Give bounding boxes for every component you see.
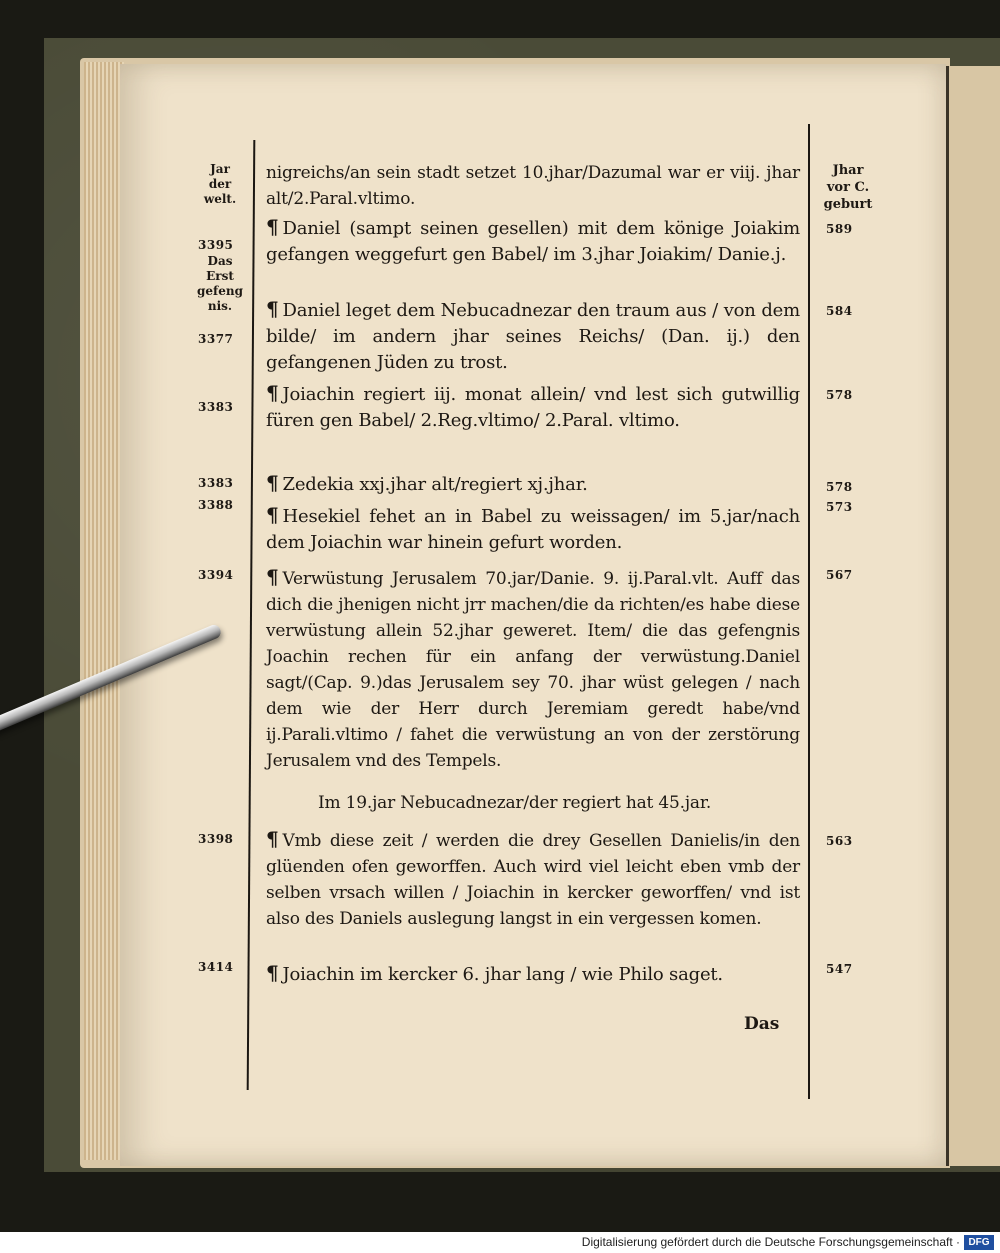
pilcrow-icon: ¶ bbox=[266, 297, 279, 321]
paragraph-text: Vmb diese zeit / werden die drey Gesellen Danielis/in den glüenden ofen geworffen. Auch wird viel leicht eben vmb der selben vrsach willen / Joiachin in kercker geworffen/ vnd ist also des Daniels auslegung langst in ein vergessen komen. bbox=[266, 831, 800, 929]
left-margin-year: 3383 bbox=[198, 400, 234, 414]
paragraph bbox=[266, 502, 800, 556]
paragraph bbox=[266, 296, 800, 376]
paragraph bbox=[266, 790, 800, 816]
left-margin-note-line: nis. bbox=[207, 299, 233, 313]
pilcrow-icon: ¶ bbox=[266, 565, 279, 589]
left-margin-year: 3398 bbox=[198, 832, 234, 846]
paragraph-text: Joiachin im kercker 6. jhar lang / wie Philo saget. bbox=[282, 964, 723, 985]
paragraph-text: Verwüstung Jerusalem 70.jar/Danie. 9. ij.Paral.vlt. Auff das dich die jhenigen nicht jrr machen/die da richten/es habe diese verwüstung allein 52.jhar geweret. Item/ die das gefengnis Joachin rechen für ein anfang der verwüstung.Daniel sagt/(Cap. 9.)das Jerusalem sey 70. jhar wüst gelegen / nach dem wie der Herr durch Jeremiam geredt habe/vnd ij.Parali.vltimo / fahet die verwüstung an von der zerstörung Jerusalem vnd des Tempels. bbox=[266, 569, 800, 771]
dfg-logo: DFG bbox=[964, 1235, 994, 1250]
left-margin-note bbox=[192, 254, 248, 314]
right-column-rule bbox=[808, 124, 810, 1099]
footer-credit: Digitalisierung gefördert durch die Deutsche Forschungsgemeinschaft · bbox=[581, 1235, 960, 1249]
paragraph bbox=[266, 380, 800, 434]
paragraph-text: nigreichs/an sein stadt setzet 10.jhar/Dazumal war er viij. jhar alt/2.Paral.vltimo. bbox=[266, 163, 800, 209]
left-margin-year: 3388 bbox=[198, 498, 234, 512]
left-margin-header-line: welt. bbox=[203, 192, 237, 206]
paragraph-text: Im 19.jar Nebucadnezar/der regiert hat 45.jar. bbox=[318, 793, 712, 813]
paragraph bbox=[266, 214, 800, 268]
footer-bar bbox=[0, 1232, 1000, 1253]
pilcrow-icon: ¶ bbox=[266, 471, 279, 495]
right-margin-column bbox=[818, 162, 878, 976]
left-margin-note-line: Erst bbox=[206, 269, 234, 283]
left-margin-header-line: Jar bbox=[210, 162, 230, 176]
pilcrow-icon: ¶ bbox=[266, 381, 279, 405]
left-margin-header-line: der bbox=[208, 177, 232, 191]
left-margin-column bbox=[192, 162, 248, 974]
left-margin-year: 3377 bbox=[198, 332, 234, 346]
pilcrow-icon: ¶ bbox=[266, 827, 279, 851]
right-margin-header-line: Jhar bbox=[832, 163, 864, 178]
pilcrow-icon: ¶ bbox=[266, 215, 279, 239]
left-margin-note-line: gefeng bbox=[197, 284, 243, 298]
paragraph bbox=[266, 470, 800, 498]
right-margin-year: 578 bbox=[826, 388, 853, 402]
facing-page-edge bbox=[946, 66, 1000, 1166]
paragraph-text: Zedekia xxj.jhar alt/regiert xj.jhar. bbox=[282, 474, 588, 495]
left-margin-year: 3395 bbox=[198, 238, 234, 252]
left-margin-note-line: Das bbox=[207, 254, 233, 268]
pilcrow-icon: ¶ bbox=[266, 503, 279, 527]
paragraph-text: Daniel leget dem Nebucadnezar den traum aus / von dem bilde/ im andern jhar seines Reichs/ (Dan. ij.) den gefangenen Jüden zu trost. bbox=[266, 300, 800, 373]
left-margin-year: 3394 bbox=[198, 568, 234, 582]
right-margin-year: 567 bbox=[826, 568, 853, 582]
paragraph-text: Daniel (sampt seinen gesellen) mit dem könige Joiakim gefangen weggefurt gen Babel/ im 3.jhar Joiakim/ Danie.j. bbox=[266, 218, 800, 265]
right-margin-year: 563 bbox=[826, 834, 853, 848]
paragraph bbox=[266, 160, 800, 212]
right-margin-year: 547 bbox=[826, 962, 853, 976]
paragraph bbox=[266, 826, 800, 932]
right-margin-header bbox=[818, 162, 878, 213]
paragraph bbox=[266, 960, 800, 988]
left-margin-year: 3383 bbox=[198, 476, 234, 490]
left-margin-year: 3414 bbox=[198, 960, 234, 974]
paragraph-text: Hesekiel fehet an in Babel zu weissagen/ im 5.jar/nach dem Joiachin war hinein gefurt worden. bbox=[266, 506, 800, 553]
catchword: Das bbox=[744, 1014, 780, 1034]
right-margin-year: 573 bbox=[826, 500, 853, 514]
right-margin-year: 589 bbox=[826, 222, 853, 236]
paragraph-text: Joiachin regiert iij. monat allein/ vnd lest sich gutwillig füren gen Babel/ 2.Reg.vltimo/ 2.Paral. vltimo. bbox=[266, 384, 800, 431]
paragraph bbox=[266, 564, 800, 774]
right-margin-year: 584 bbox=[826, 304, 853, 318]
right-margin-header-line: geburt bbox=[823, 197, 873, 212]
page-edges bbox=[84, 62, 124, 1160]
left-margin-header bbox=[192, 162, 248, 207]
right-margin-year: 578 bbox=[826, 480, 853, 494]
right-margin-header-line: vor C. bbox=[826, 180, 870, 195]
pilcrow-icon: ¶ bbox=[266, 961, 279, 985]
